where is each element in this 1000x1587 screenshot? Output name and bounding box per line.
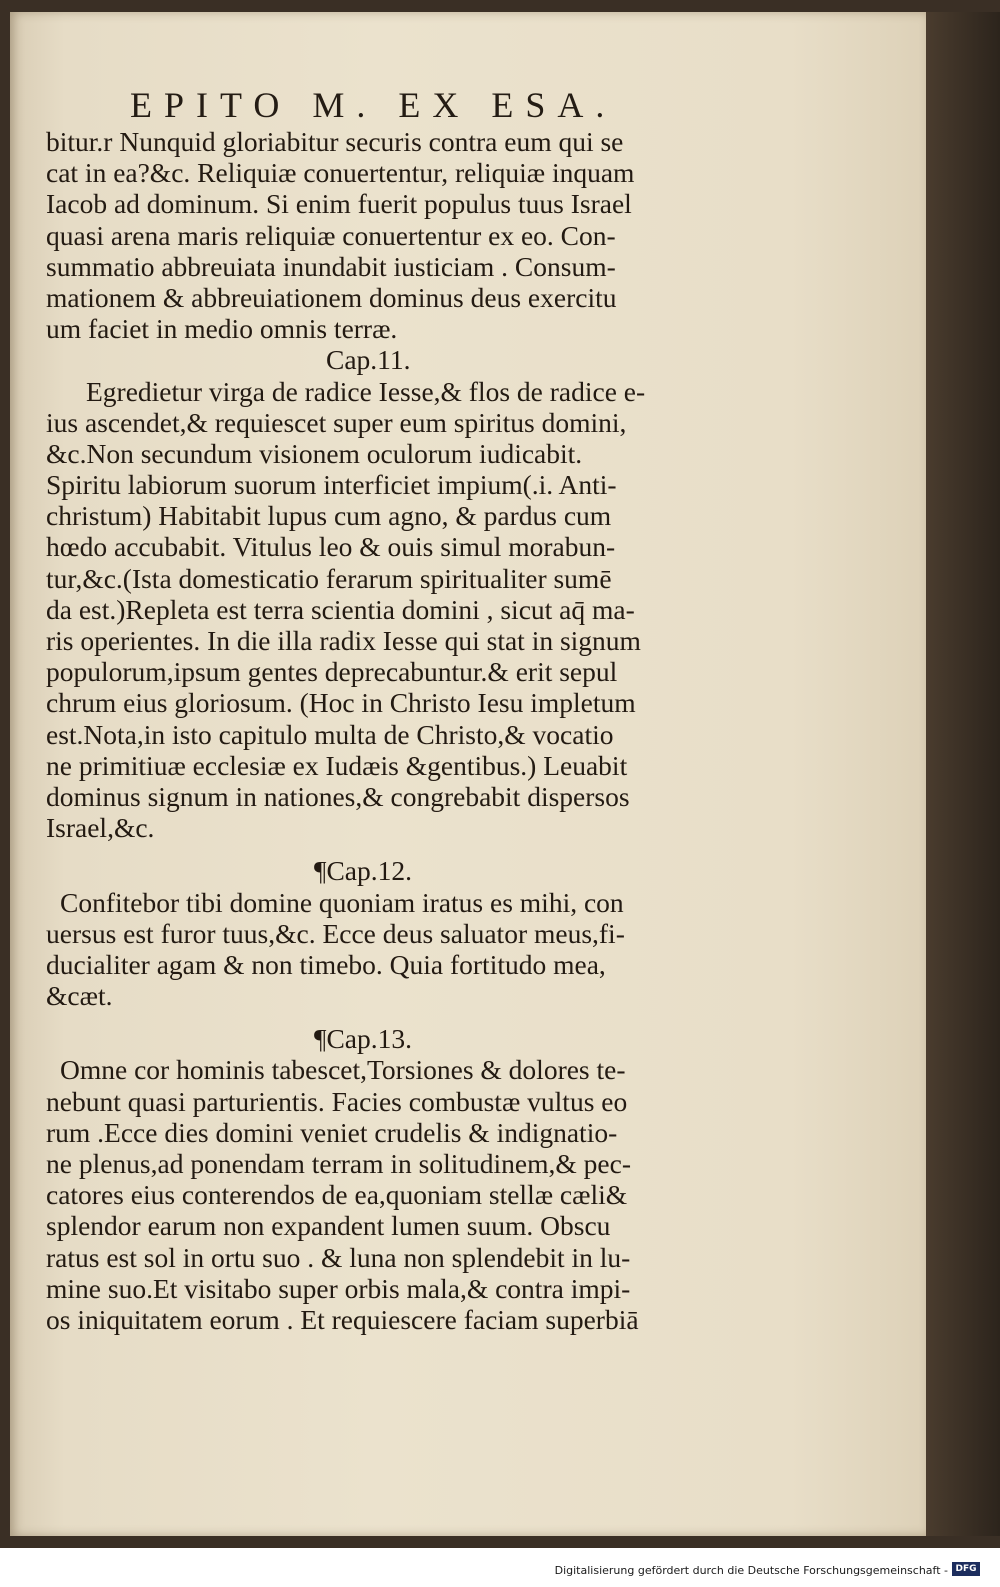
- text-line: ius ascendet,& requiescet super eum spiritus domini,: [46, 406, 627, 438]
- text-line: quasi arena maris reliquiæ conuertentur ex eo. Con-: [46, 219, 616, 251]
- text-line: &cæt.: [46, 980, 113, 1012]
- running-header: EPITO M. EX ESA.: [130, 85, 617, 125]
- text-line: mine suo.Et visitabo super orbis mala,& contra impi-: [46, 1272, 631, 1304]
- text-line: mationem & abbreuiationem dominus deus exercitu: [46, 281, 617, 313]
- text-line: Confitebor tibi domine quoniam iratus es mihi, con: [60, 886, 624, 918]
- text-line: ratus est sol in ortu suo . & luna non splendebit in lu-: [46, 1241, 631, 1273]
- body-text: [46, 126, 722, 1335]
- text-line: hœdo accubabit. Vitulus leo & ouis simul morabun-: [46, 531, 616, 563]
- footer-credit: Digitalisierung gefördert durch die Deutsche Forschungsgemeinschaft -: [554, 1564, 948, 1577]
- text-line: splendor earum non expandent lumen suum. Obscu: [46, 1210, 611, 1242]
- text-line: Spiritu labiorum suorum interficiet impium(.i. Anti-: [46, 469, 617, 501]
- paragraph-intro: [46, 126, 722, 344]
- paragraph-cap13: [46, 1054, 722, 1335]
- text-line: uersus est furor tuus,&c. Ecce deus saluator meus,fi-: [46, 917, 625, 949]
- text-line: Iacob ad dominum. Si enim fuerit populus tuus Israel: [46, 188, 632, 220]
- text-line: est.Nota,in isto capitulo multa de Christo,& vocatio: [46, 718, 614, 750]
- text-line: catores eius conterendos de ea,quoniam stellæ cæli&: [46, 1179, 628, 1211]
- text-line: um faciet in medio omnis terræ.: [46, 313, 398, 345]
- text-line: bitur.r Nunquid gloriabitur securis contra eum qui se: [46, 126, 624, 157]
- text-line: summatio abbreuiata inundabit iusticiam . Consum-: [46, 250, 616, 282]
- text-line: ducialiter agam & non timebo. Quia fortitudo mea,: [46, 948, 606, 980]
- paragraph-cap11: [46, 376, 722, 844]
- text-line: populorum,ipsum gentes deprecabuntur.& erit sepul: [46, 656, 618, 688]
- text-line: ne plenus,ad ponendam terram in solitudinem,& pec-: [46, 1148, 631, 1179]
- footer-bar: [0, 1548, 1000, 1587]
- text-line: rum .Ecce dies domini veniet crudelis & indignatio-: [46, 1116, 618, 1148]
- page-edge-shadow: [926, 12, 1000, 1536]
- text-line: ris operientes. In die illa radix Iesse qui stat in signum: [46, 625, 641, 656]
- text-line: tur,&c.(Ista domesticatio ferarum spiritualiter sumē: [46, 562, 612, 594]
- text-line: &c.Non secundum visionem oculorum iudicabit.: [46, 437, 583, 469]
- text-line: cat in ea?&c. Reliquiæ conuertentur, reliquiæ inquam: [46, 157, 635, 189]
- chapter-heading-11: Cap.11.: [326, 344, 411, 376]
- dfg-logo: DFG: [952, 1562, 980, 1576]
- text-line: chrum eius gloriosum. (Hoc in Christo Iesu impletum: [46, 687, 636, 719]
- text-line: Israel,&c.: [46, 812, 155, 844]
- text-line: Omne cor hominis tabescet,Torsiones & dolores te-: [60, 1054, 626, 1086]
- text-line: nebunt quasi parturientis. Facies combustæ vultus eo: [46, 1085, 628, 1117]
- text-line: dominus signum in nationes,& congrebabit dispersos: [46, 780, 630, 812]
- chapter-heading-12: ¶Cap.12.: [314, 855, 413, 887]
- chapter-heading-13: ¶Cap.13.: [314, 1023, 413, 1055]
- text-line: os iniquitatem eorum . Et requiescere faciam superbiā: [46, 1303, 639, 1335]
- text-line: Egredietur virga de radice Iesse,& flos de radice e-: [86, 375, 646, 407]
- paragraph-cap12: [46, 887, 722, 1012]
- text-line: ne primitiuæ ecclesiæ ex Iudæis &gentibus.) Leuabit: [46, 749, 628, 781]
- text-line: christum) Habitabit lupus cum agno, & pardus cum: [46, 500, 612, 532]
- text-line: da est.)Repleta est terra scientia domini , sicut aq̄ ma-: [46, 593, 635, 625]
